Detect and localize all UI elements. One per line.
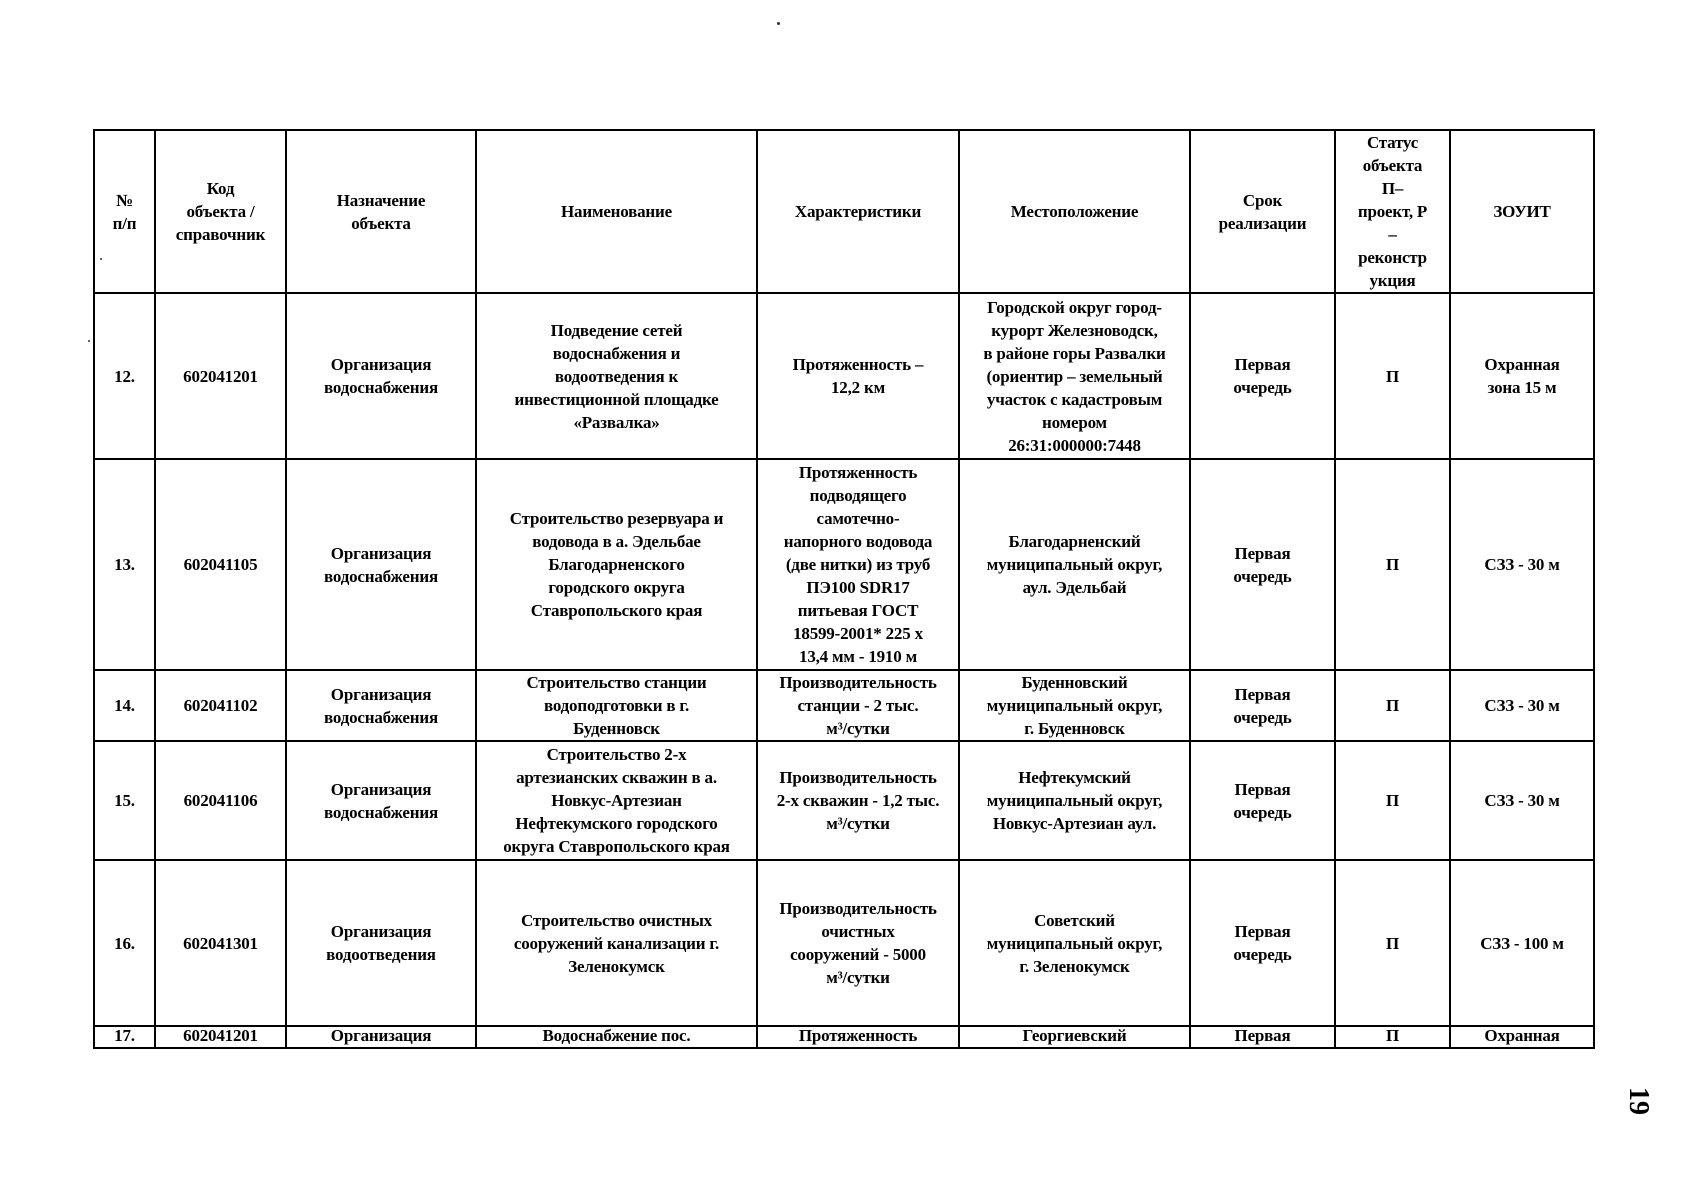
cell-num: 14. [94,670,155,741]
cell-name: Строительство 2-х артезианских скважин в а. Новкус-Артезиан Нефтекумского городского округа Ставропольского края [476,741,757,860]
cell-term: Первая очередь [1190,459,1335,670]
cell-code: 602041105 [155,459,286,670]
cell-purpose: Организация водоснабжения [286,741,476,860]
header-purpose: Назначение объекта [286,130,476,293]
cell-status: П [1335,459,1450,670]
header-zone: ЗОУИТ [1450,130,1594,293]
header-location: Местоположение [959,130,1190,293]
cell-purpose: Организация [286,1026,476,1048]
scan-speck [777,22,780,25]
table-header-row [94,130,1594,293]
cell-code: 602041106 [155,741,286,860]
objects-table [93,129,1595,1049]
cell-num: 12. [94,293,155,459]
header-num: № п/п [94,130,155,293]
cell-name: Строительство станции водоподготовки в г. Буденновск [476,670,757,741]
cell-status: П [1335,741,1450,860]
cell-location: Советский муниципальный округ, г. Зеленокумск [959,860,1190,1026]
cell-status: П [1335,293,1450,459]
header-name: Наименование [476,130,757,293]
cell-term: Первая очередь [1190,670,1335,741]
cell-zone: Охранная [1450,1026,1594,1048]
cell-num: 15. [94,741,155,860]
table-row [94,293,1594,459]
cell-location: Буденновский муниципальный округ, г. Буденновск [959,670,1190,741]
cell-location: Нефтекумский муниципальный округ, Новкус-Артезиан аул. [959,741,1190,860]
header-status: Статус объекта П– проект, Р – реконстр укция [1335,130,1450,293]
cell-location: Благодарненский муниципальный округ, аул. Эдельбай [959,459,1190,670]
cell-purpose: Организация водоотведения [286,860,476,1026]
cell-name: Подведение сетей водоснабжения и водоотведения к инвестиционной площадке «Развалка» [476,293,757,459]
cell-status: П [1335,1026,1450,1048]
header-code: Код объекта / справочник [155,130,286,293]
cell-zone: СЗЗ - 100 м [1450,860,1594,1026]
cell-num: 13. [94,459,155,670]
cell-characteristics: Протяженность – 12,2 км [757,293,959,459]
table-row [94,670,1594,741]
cell-zone: Охранная зона 15 м [1450,293,1594,459]
table-row [94,459,1594,670]
cell-code: 602041301 [155,860,286,1026]
cell-zone: СЗЗ - 30 м [1450,741,1594,860]
cell-purpose: Организация водоснабжения [286,670,476,741]
cell-name: Строительство резервуара и водовода в а. Эдельбае Благодарненского городского округа Ставропольского края [476,459,757,670]
cell-purpose: Организация водоснабжения [286,459,476,670]
cell-code: 602041102 [155,670,286,741]
cell-name: Водоснабжение пос. [476,1026,757,1048]
cell-status: П [1335,860,1450,1026]
cell-zone: СЗЗ - 30 м [1450,670,1594,741]
cell-term: Первая [1190,1026,1335,1048]
cell-location: Городской округ город- курорт Железноводск, в районе горы Развалки (ориентир – земельный участок с кадастровым номером 26:31:000000:7448 [959,293,1190,459]
cell-characteristics: Производительность станции - 2 тыс. м³/сутки [757,670,959,741]
table-row [94,860,1594,1026]
cell-characteristics: Производительность 2-х скважин - 1,2 тыс. м³/сутки [757,741,959,860]
header-term: Срок реализации [1190,130,1335,293]
cell-purpose: Организация водоснабжения [286,293,476,459]
cell-zone: СЗЗ - 30 м [1450,459,1594,670]
table-row [94,1026,1594,1048]
scan-speck [88,340,90,342]
cell-characteristics: Производительность очистных сооружений - 5000 м³/сутки [757,860,959,1026]
cell-term: Первая очередь [1190,741,1335,860]
header-characteristics: Характеристики [757,130,959,293]
cell-num: 17. [94,1026,155,1048]
cell-num: 16. [94,860,155,1026]
cell-characteristics: Протяженность подводящего самотечно- напорного водовода (две нитки) из труб ПЭ100 SDR17 питьевая ГОСТ 18599-2001* 225 х 13,4 мм - 1910 м [757,459,959,670]
table-row [94,741,1594,860]
cell-code: 602041201 [155,1026,286,1048]
cell-location: Георгиевский [959,1026,1190,1048]
cell-name: Строительство очистных сооружений канализации г. Зеленокумск [476,860,757,1026]
cell-status: П [1335,670,1450,741]
cell-characteristics: Протяженность [757,1026,959,1048]
cell-term: Первая очередь [1190,860,1335,1026]
page-number: 19 [1623,1087,1654,1115]
cell-term: Первая очередь [1190,293,1335,459]
cell-code: 602041201 [155,293,286,459]
